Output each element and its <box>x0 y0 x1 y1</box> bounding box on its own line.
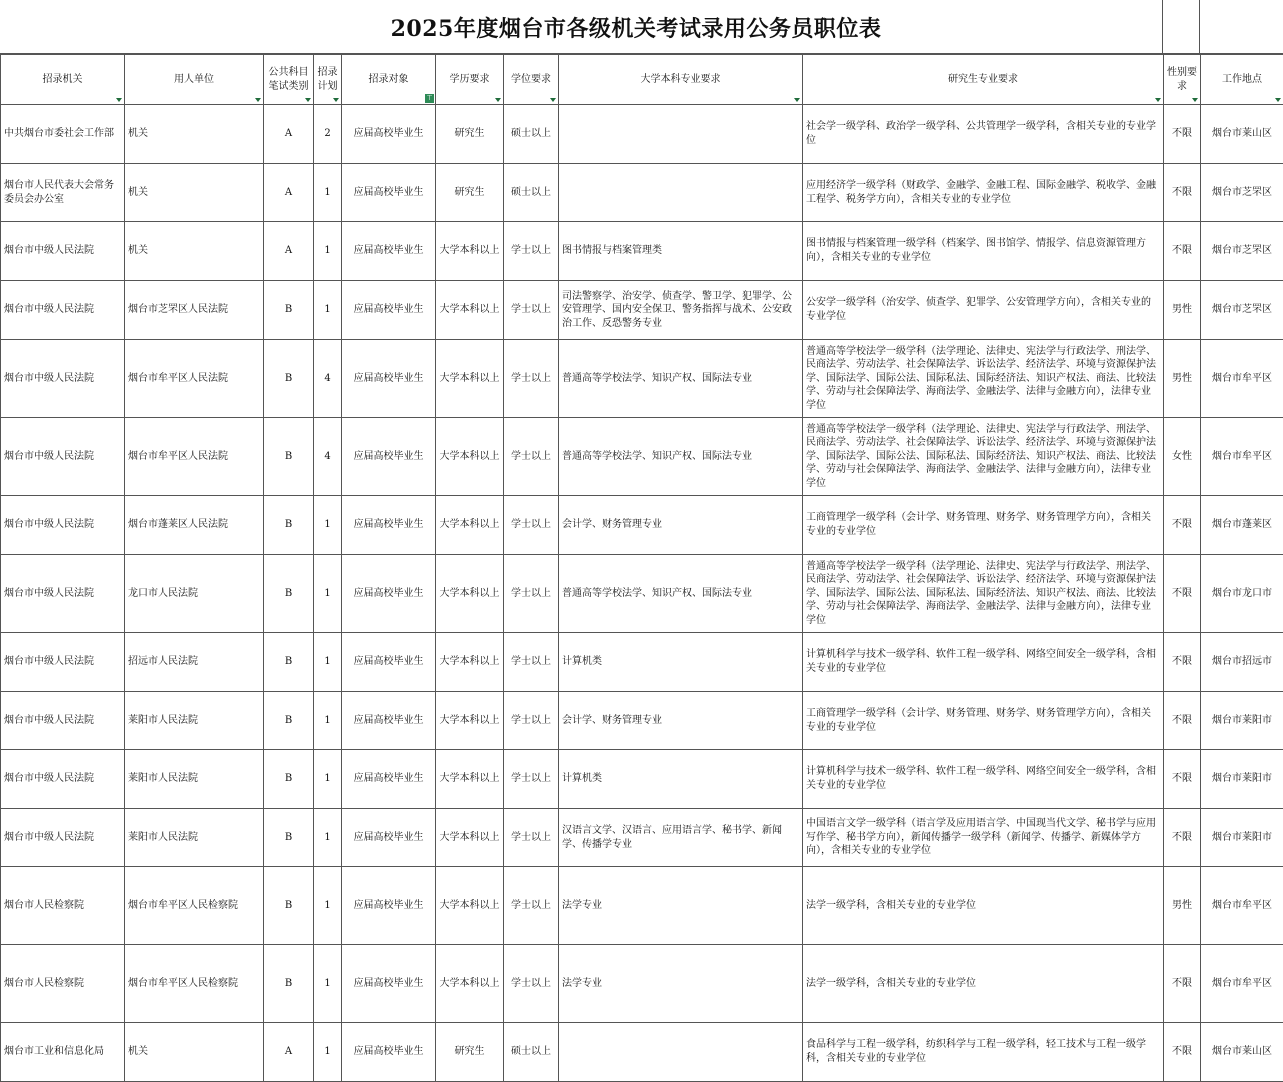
cell-location[interactable]: 烟台市莱山区 <box>1201 105 1283 164</box>
cell-divider <box>1199 0 1200 54</box>
cell-plan[interactable]: 1 <box>314 809 342 867</box>
cell-gender[interactable]: 不限 <box>1164 164 1201 222</box>
cell-unit[interactable]: 机关 <box>125 1023 264 1082</box>
cell-undergrad-major[interactable]: 汉语言文学、汉语言、应用语言学、秘书学、新闻学、传播学专业 <box>559 809 803 867</box>
cell-plan[interactable]: 1 <box>314 945 342 1023</box>
cell-divider <box>1162 0 1163 54</box>
cell-education[interactable]: 大学本科以上 <box>436 633 504 692</box>
cell-agency[interactable]: 烟台市中级人民法院 <box>1 750 125 809</box>
table-row <box>1 105 1283 164</box>
cell-unit[interactable]: 烟台市牟平区人民法院 <box>125 418 264 496</box>
header-cell[interactable] <box>264 55 314 105</box>
cell-gender[interactable]: 不限 <box>1164 496 1201 555</box>
cell-gender[interactable]: 不限 <box>1164 692 1201 750</box>
cell-education[interactable]: 大学本科以上 <box>436 867 504 945</box>
cell-education[interactable]: 研究生 <box>436 105 504 164</box>
cell-undergrad-major[interactable]: 计算机类 <box>559 750 803 809</box>
cell-unit[interactable]: 莱阳市人民法院 <box>125 750 264 809</box>
cell-agency[interactable]: 烟台市中级人民法院 <box>1 222 125 281</box>
cell-unit[interactable]: 烟台市芝罘区人民法院 <box>125 281 264 340</box>
cell-undergrad-major[interactable]: 会计学、财务管理专业 <box>559 692 803 750</box>
cell-education[interactable]: 大学本科以上 <box>436 692 504 750</box>
cell-gender[interactable]: 不限 <box>1164 1023 1201 1082</box>
cell-undergrad-major[interactable]: 普通高等学校法学、知识产权、国际法专业 <box>559 340 803 418</box>
header-cell[interactable] <box>125 55 264 105</box>
cell-agency[interactable]: 烟台市中级人民法院 <box>1 809 125 867</box>
cell-unit[interactable]: 烟台市牟平区人民法院 <box>125 340 264 418</box>
header-cell[interactable] <box>436 55 504 105</box>
header-cell[interactable] <box>314 55 342 105</box>
cell-location[interactable]: 烟台市招远市 <box>1201 633 1283 692</box>
filter-dropdown-icon[interactable] <box>1192 98 1198 102</box>
cell-plan[interactable]: 1 <box>314 164 342 222</box>
cell-unit[interactable]: 烟台市牟平区人民检察院 <box>125 867 264 945</box>
cell-degree[interactable]: 硕士以上 <box>504 105 559 164</box>
header-label: 学历要求 <box>450 74 490 85</box>
cell-graduate-major[interactable]: 普通高等学校法学一级学科（法学理论、法律史、宪法学与行政法学、刑法学、民商法学、劳动法学、社会保障法学、诉讼法学、经济法学、环境与资源保护法学、国际法学、国际公法、国际私法、国际经济法、知识产权法、商法、比较法学、劳动与社会保障法学、海商法学、金融法学、法律与金融方向），法律专业学位 <box>803 418 1164 496</box>
cell-degree[interactable]: 学士以上 <box>504 633 559 692</box>
cell-education[interactable]: 大学本科以上 <box>436 340 504 418</box>
cell-agency[interactable]: 烟台市中级人民法院 <box>1 418 125 496</box>
cell-agency[interactable]: 烟台市中级人民法院 <box>1 340 125 418</box>
cell-plan[interactable]: 1 <box>314 555 342 633</box>
cell-degree[interactable]: 硕士以上 <box>504 164 559 222</box>
cell-education[interactable]: 大学本科以上 <box>436 496 504 555</box>
cell-unit[interactable]: 机关 <box>125 222 264 281</box>
cell-target[interactable]: 应届高校毕业生 <box>342 1023 436 1082</box>
header-row <box>1 55 1283 105</box>
cell-category[interactable]: A <box>264 164 314 222</box>
cell-undergrad-major[interactable]: 会计学、财务管理专业 <box>559 496 803 555</box>
cell-category[interactable]: B <box>264 867 314 945</box>
cell-degree[interactable]: 学士以上 <box>504 418 559 496</box>
cell-unit[interactable]: 机关 <box>125 164 264 222</box>
cell-graduate-major[interactable]: 应用经济学一级学科（财政学、金融学、金融工程、国际金融学、税收学、金融工程学、税务学方向），含相关专业的专业学位 <box>803 164 1164 222</box>
cell-education[interactable]: 大学本科以上 <box>436 945 504 1023</box>
cell-target[interactable]: 应届高校毕业生 <box>342 945 436 1023</box>
cell-plan[interactable]: 2 <box>314 105 342 164</box>
cell-undergrad-major[interactable]: 计算机类 <box>559 633 803 692</box>
cell-unit[interactable]: 烟台市牟平区人民检察院 <box>125 945 264 1023</box>
cell-gender[interactable]: 男性 <box>1164 867 1201 945</box>
cell-agency[interactable]: 烟台市人民检察院 <box>1 867 125 945</box>
header-label: 性别要求 <box>1167 67 1197 92</box>
cell-location[interactable]: 烟台市莱阳市 <box>1201 750 1283 809</box>
cell-category[interactable]: A <box>264 1023 314 1082</box>
header-label: 研究生专业要求 <box>948 74 1018 85</box>
filter-dropdown-icon[interactable] <box>794 98 800 102</box>
filter-dropdown-icon[interactable] <box>305 98 311 102</box>
cell-degree[interactable]: 硕士以上 <box>504 1023 559 1082</box>
cell-undergrad-major[interactable] <box>559 105 803 164</box>
cell-graduate-major[interactable]: 公安学一级学科（治安学、侦查学、犯罪学、公安管理学方向），含相关专业的专业学位 <box>803 281 1164 340</box>
cell-graduate-major[interactable]: 社会学一级学科、政治学一级学科、公共管理学一级学科，含相关专业的专业学位 <box>803 105 1164 164</box>
cell-degree[interactable]: 学士以上 <box>504 692 559 750</box>
cell-graduate-major[interactable]: 食品科学与工程一级学科，纺织科学与工程一级学科，轻工技术与工程一级学科，含相关专业的专业学位 <box>803 1023 1164 1082</box>
cell-graduate-major[interactable]: 工商管理学一级学科（会计学、财务管理、财务学、财务管理学方向），含相关专业的专业学位 <box>803 692 1164 750</box>
header-cell[interactable] <box>1 55 125 105</box>
cell-location[interactable]: 烟台市莱阳市 <box>1201 692 1283 750</box>
cell-unit[interactable]: 招远市人民法院 <box>125 633 264 692</box>
cell-plan[interactable]: 4 <box>314 418 342 496</box>
cell-target[interactable]: 应届高校毕业生 <box>342 692 436 750</box>
cell-graduate-major[interactable]: 中国语言文学一级学科（语言学及应用语言学、中国现当代文学、秘书学与应用写作学、秘书学方向），新闻传播学一级学科（新闻学、传播学、新媒体学方向），含相关专业的专业学位 <box>803 809 1164 867</box>
cell-graduate-major[interactable]: 普通高等学校法学一级学科（法学理论、法律史、宪法学与行政法学、刑法学、民商法学、劳动法学、社会保障法学、诉讼法学、经济法学、环境与资源保护法学、国际法学、国际公法、国际私法、国际经济法、知识产权法、商法、比较法学、劳动与社会保障法学、海商法学、金融法学、法律与金融方向），法律专业学位 <box>803 340 1164 418</box>
cell-target[interactable]: 应届高校毕业生 <box>342 809 436 867</box>
table-row <box>1 1023 1283 1082</box>
cell-plan[interactable]: 4 <box>314 340 342 418</box>
cell-location[interactable]: 烟台市龙口市 <box>1201 555 1283 633</box>
table-row <box>1 222 1283 281</box>
cell-category[interactable]: B <box>264 555 314 633</box>
table-row <box>1 418 1283 496</box>
cell-degree[interactable]: 学士以上 <box>504 809 559 867</box>
header-cell[interactable] <box>1201 55 1283 105</box>
cell-degree[interactable]: 学士以上 <box>504 281 559 340</box>
cell-target[interactable]: 应届高校毕业生 <box>342 418 436 496</box>
cell-agency[interactable]: 中共烟台市委社会工作部 <box>1 105 125 164</box>
cell-undergrad-major[interactable]: 司法警察学、治安学、侦查学、警卫学、犯罪学、公安管理学、国内安全保卫、警务指挥与战术、公安政治工作、反恐警务专业 <box>559 281 803 340</box>
cell-agency[interactable]: 烟台市中级人民法院 <box>1 281 125 340</box>
table-row <box>1 809 1283 867</box>
header-cell[interactable] <box>559 55 803 105</box>
cell-graduate-major[interactable]: 计算机科学与技术一级学科、软件工程一级学科、网络空间安全一级学科，含相关专业的专业学位 <box>803 750 1164 809</box>
cell-plan[interactable]: 1 <box>314 692 342 750</box>
table-row <box>1 164 1283 222</box>
header-label: 用人单位 <box>174 74 214 85</box>
cell-undergrad-major[interactable]: 图书情报与档案管理类 <box>559 222 803 281</box>
filter-dropdown-icon[interactable] <box>1275 98 1281 102</box>
filter-dropdown-icon[interactable] <box>1155 98 1161 102</box>
cell-agency[interactable]: 烟台市中级人民法院 <box>1 692 125 750</box>
cell-gender[interactable]: 不限 <box>1164 809 1201 867</box>
cell-plan[interactable]: 1 <box>314 281 342 340</box>
cell-target[interactable]: 应届高校毕业生 <box>342 105 436 164</box>
cell-location[interactable]: 烟台市牟平区 <box>1201 945 1283 1023</box>
cell-unit[interactable]: 机关 <box>125 105 264 164</box>
cell-location[interactable]: 烟台市牟平区 <box>1201 340 1283 418</box>
cell-unit[interactable]: 莱阳市人民法院 <box>125 692 264 750</box>
cell-gender[interactable]: 女性 <box>1164 418 1201 496</box>
header-cell[interactable] <box>803 55 1164 105</box>
cell-plan[interactable]: 1 <box>314 1023 342 1082</box>
table-row <box>1 340 1283 418</box>
cell-target[interactable]: 应届高校毕业生 <box>342 555 436 633</box>
cell-degree[interactable]: 学士以上 <box>504 750 559 809</box>
header-cell[interactable] <box>342 55 436 105</box>
cell-agency[interactable]: 烟台市人民代表大会常务委员会办公室 <box>1 164 125 222</box>
header-label: 大学本科专业要求 <box>641 74 721 85</box>
cell-agency[interactable]: 烟台市中级人民法院 <box>1 555 125 633</box>
cell-graduate-major[interactable]: 法学一级学科，含相关专业的专业学位 <box>803 867 1164 945</box>
filter-dropdown-icon[interactable] <box>255 98 261 102</box>
header-label: 招录对象 <box>369 74 409 85</box>
table-row <box>1 281 1283 340</box>
cell-education[interactable]: 大学本科以上 <box>436 418 504 496</box>
cell-category[interactable]: B <box>264 945 314 1023</box>
cell-category[interactable]: B <box>264 692 314 750</box>
filter-dropdown-icon[interactable] <box>550 98 556 102</box>
page-title: 2025年度烟台市各级机关考试录用公务员职位表 <box>0 0 1162 54</box>
cell-degree[interactable]: 学士以上 <box>504 945 559 1023</box>
cell-location[interactable]: 烟台市蓬莱区 <box>1201 496 1283 555</box>
cell-education[interactable]: 研究生 <box>436 164 504 222</box>
cell-category[interactable]: B <box>264 809 314 867</box>
cell-undergrad-major[interactable] <box>559 164 803 222</box>
cell-target[interactable]: 应届高校毕业生 <box>342 496 436 555</box>
cell-gender[interactable]: 不限 <box>1164 105 1201 164</box>
table-row <box>1 692 1283 750</box>
positions-table <box>0 54 1283 1082</box>
cell-undergrad-major[interactable]: 普通高等学校法学、知识产权、国际法专业 <box>559 555 803 633</box>
cell-education[interactable]: 大学本科以上 <box>436 281 504 340</box>
cell-unit[interactable]: 烟台市蓬莱区人民法院 <box>125 496 264 555</box>
cell-category[interactable]: B <box>264 750 314 809</box>
header-label: 招录计划 <box>318 67 338 92</box>
cell-location[interactable]: 烟台市芝罘区 <box>1201 222 1283 281</box>
header-cell[interactable] <box>1164 55 1201 105</box>
cell-plan[interactable]: 1 <box>314 633 342 692</box>
cell-agency[interactable]: 烟台市人民检察院 <box>1 945 125 1023</box>
cell-graduate-major[interactable]: 计算机科学与技术一级学科、软件工程一级学科、网络空间安全一级学科，含相关专业的专业学位 <box>803 633 1164 692</box>
cell-gender[interactable]: 不限 <box>1164 750 1201 809</box>
cell-category[interactable]: B <box>264 418 314 496</box>
cell-location[interactable]: 烟台市牟平区 <box>1201 867 1283 945</box>
header-cell[interactable] <box>504 55 559 105</box>
table-row <box>1 555 1283 633</box>
cell-location[interactable]: 烟台市芝罘区 <box>1201 164 1283 222</box>
cell-plan[interactable]: 1 <box>314 222 342 281</box>
cell-gender[interactable]: 男性 <box>1164 340 1201 418</box>
table-row <box>1 750 1283 809</box>
cell-plan[interactable]: 1 <box>314 867 342 945</box>
header-label: 公共科目笔试类别 <box>269 67 309 92</box>
cell-graduate-major[interactable]: 普通高等学校法学一级学科（法学理论、法律史、宪法学与行政法学、刑法学、民商法学、劳动法学、社会保障法学、诉讼法学、经济法学、环境与资源保护法学、国际法学、国际公法、国际私法、国际经济法、知识产权法、商法、比较法学、劳动与社会保障法学、海商法学、金融法学、法律与金融方向），法律专业学位 <box>803 555 1164 633</box>
cell-target[interactable]: 应届高校毕业生 <box>342 750 436 809</box>
cell-education[interactable]: 大学本科以上 <box>436 750 504 809</box>
cell-gender[interactable]: 不限 <box>1164 633 1201 692</box>
cell-category[interactable]: B <box>264 340 314 418</box>
header-label: 招录机关 <box>43 74 83 85</box>
header-label: 工作地点 <box>1222 74 1262 85</box>
cell-unit[interactable]: 莱阳市人民法院 <box>125 809 264 867</box>
cell-gender[interactable]: 不限 <box>1164 945 1201 1023</box>
cell-degree[interactable]: 学士以上 <box>504 222 559 281</box>
cell-graduate-major[interactable]: 法学一级学科，含相关专业的专业学位 <box>803 945 1164 1023</box>
cell-category[interactable]: A <box>264 105 314 164</box>
cell-agency[interactable]: 烟台市工业和信息化局 <box>1 1023 125 1082</box>
cell-location[interactable]: 烟台市芝罘区 <box>1201 281 1283 340</box>
header-label: 学位要求 <box>511 74 551 85</box>
cell-undergrad-major[interactable]: 普通高等学校法学、知识产权、国际法专业 <box>559 418 803 496</box>
cell-plan[interactable]: 1 <box>314 750 342 809</box>
cell-education[interactable]: 大学本科以上 <box>436 809 504 867</box>
title-row <box>0 0 1283 54</box>
cell-education[interactable]: 大学本科以上 <box>436 222 504 281</box>
cell-category[interactable]: B <box>264 281 314 340</box>
cell-undergrad-major[interactable]: 法学专业 <box>559 867 803 945</box>
cell-target[interactable]: 应届高校毕业生 <box>342 340 436 418</box>
cell-category[interactable]: B <box>264 496 314 555</box>
cell-location[interactable]: 烟台市牟平区 <box>1201 418 1283 496</box>
cell-graduate-major[interactable]: 工商管理学一级学科（会计学、财务管理、财务学、财务管理学方向），含相关专业的专业学位 <box>803 496 1164 555</box>
cell-degree[interactable]: 学士以上 <box>504 496 559 555</box>
table-body <box>1 105 1283 1082</box>
cell-target[interactable]: 应届高校毕业生 <box>342 222 436 281</box>
cell-undergrad-major[interactable] <box>559 1023 803 1082</box>
cell-target[interactable]: 应届高校毕业生 <box>342 633 436 692</box>
cell-agency[interactable]: 烟台市中级人民法院 <box>1 496 125 555</box>
cell-gender[interactable]: 不限 <box>1164 222 1201 281</box>
cell-unit[interactable]: 龙口市人民法院 <box>125 555 264 633</box>
cell-degree[interactable]: 学士以上 <box>504 867 559 945</box>
cell-degree[interactable]: 学士以上 <box>504 555 559 633</box>
cell-undergrad-major[interactable]: 法学专业 <box>559 945 803 1023</box>
filter-dropdown-icon[interactable] <box>116 98 122 102</box>
cell-location[interactable]: 烟台市莱阳市 <box>1201 809 1283 867</box>
cell-gender[interactable]: 不限 <box>1164 555 1201 633</box>
cell-gender[interactable]: 男性 <box>1164 281 1201 340</box>
table-row <box>1 496 1283 555</box>
cell-degree[interactable]: 学士以上 <box>504 340 559 418</box>
filter-dropdown-icon[interactable] <box>495 98 501 102</box>
cell-graduate-major[interactable]: 图书情报与档案管理一级学科（档案学、图书馆学、情报学、信息资源管理方向），含相关专业的专业学位 <box>803 222 1164 281</box>
cell-target[interactable]: 应届高校毕业生 <box>342 281 436 340</box>
cell-education[interactable]: 研究生 <box>436 1023 504 1082</box>
cell-category[interactable]: B <box>264 633 314 692</box>
cell-target[interactable]: 应届高校毕业生 <box>342 164 436 222</box>
table-row <box>1 867 1283 945</box>
cell-agency[interactable]: 烟台市中级人民法院 <box>1 633 125 692</box>
cell-plan[interactable]: 1 <box>314 496 342 555</box>
table-row <box>1 633 1283 692</box>
cell-category[interactable]: A <box>264 222 314 281</box>
cell-target[interactable]: 应届高校毕业生 <box>342 867 436 945</box>
cell-location[interactable]: 烟台市莱山区 <box>1201 1023 1283 1082</box>
filter-dropdown-icon[interactable] <box>333 98 339 102</box>
cell-education[interactable]: 大学本科以上 <box>436 555 504 633</box>
active-filter-icon[interactable]: ⊤ <box>425 94 434 103</box>
table-row <box>1 945 1283 1023</box>
